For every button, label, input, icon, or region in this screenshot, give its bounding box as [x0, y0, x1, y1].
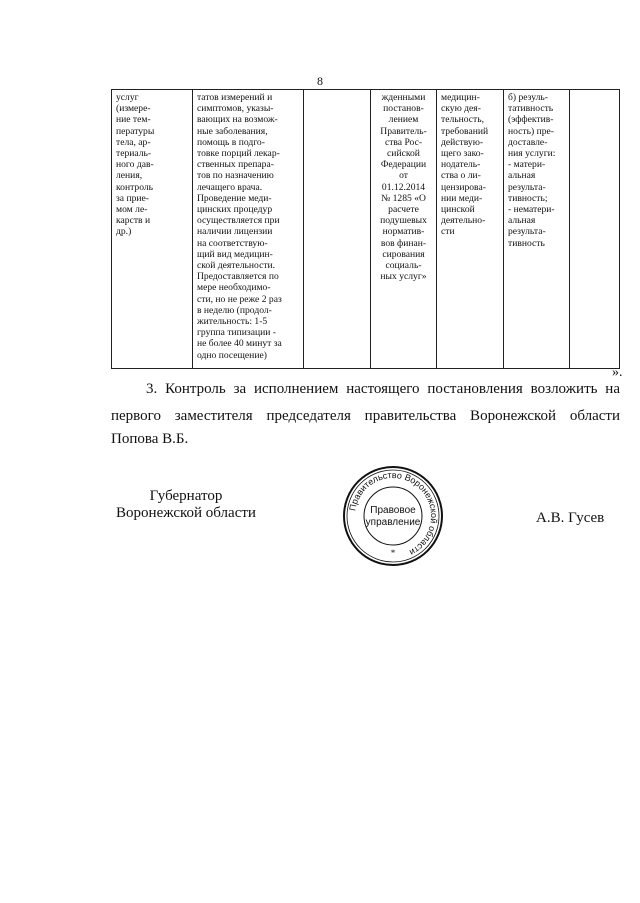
closing-quote: ».: [612, 365, 623, 380]
table-cell-empty: [304, 90, 371, 369]
cell-text: татов измерений и симптомов, указы- вающих на возмож- ные заболевания, помощь в подго- товке порций лекар- ственных препара- тов по назначению лечащего врача. Проведение меди- цинских процедур осуществляется при наличии лицензии на соответствую- щий вид медицин- ской деятельности. Предоставляется по мере необходимо- сти, но не реже 2 раз в неделю (продол- жительность: 1-5 группа типизации - не более 40 минут за одно посещение): [197, 92, 282, 361]
cell-text: б) резуль- тативность (эффектив- ность) пре- доставле- ния услуги: - матери- альная результа- тивность; - нематери- альная результа- тивность: [508, 92, 556, 249]
paragraph-control-line2: первого заместителя председателя правительства Воронежской области: [111, 408, 620, 424]
cell-text: услуг (измере- ние тем- пературы тела, ар- териаль- ного дав- ления, контроль за прие- мом ле- карств и др.): [116, 92, 155, 238]
table-cell-service-description: [193, 90, 304, 369]
signatory-name: А.В. Гусев: [536, 510, 605, 526]
signatory-title: [111, 488, 261, 522]
table-cell-funding-norms: [371, 90, 437, 369]
table-cell-service-name: [112, 90, 193, 369]
table-cell-empty: [570, 90, 620, 369]
stamp-center-line2: управление: [365, 517, 421, 528]
stamp-center-line1: Правовое: [370, 505, 416, 516]
table-cell-efficiency: [504, 90, 570, 369]
cell-text: медицин- скую дея- тельность, требований действую- щего зако- нодатель- ства о ли- цензирова- нии меди- цинской деятельно- сти: [441, 92, 489, 238]
stamp-graphic: [342, 465, 444, 567]
stamp-ring-text: Правительство Воронежской области: [347, 469, 440, 558]
signatory-title-text: Губернатор Воронежской области: [116, 488, 256, 521]
page-number: 8: [317, 74, 323, 88]
table-cell-license-requirements: [437, 90, 504, 369]
stamp-center-ring: [364, 487, 422, 545]
paragraph-control-line3: Попова В.Б.: [111, 431, 189, 447]
stamp-star: *: [390, 548, 396, 558]
services-table: [111, 89, 620, 369]
cell-text: жденными постанов- лением Правитель- ства Рос- сийской Федерации от 01.12.2014 № 1285 «О расчете подушевых норматив- вов финан- сирования социаль- ных услуг»: [380, 92, 427, 283]
official-stamp: [342, 465, 444, 567]
table-row: [112, 90, 620, 369]
paragraph-control-line1: 3. Контроль за исполнением настоящего постановления возложить на: [146, 381, 620, 397]
